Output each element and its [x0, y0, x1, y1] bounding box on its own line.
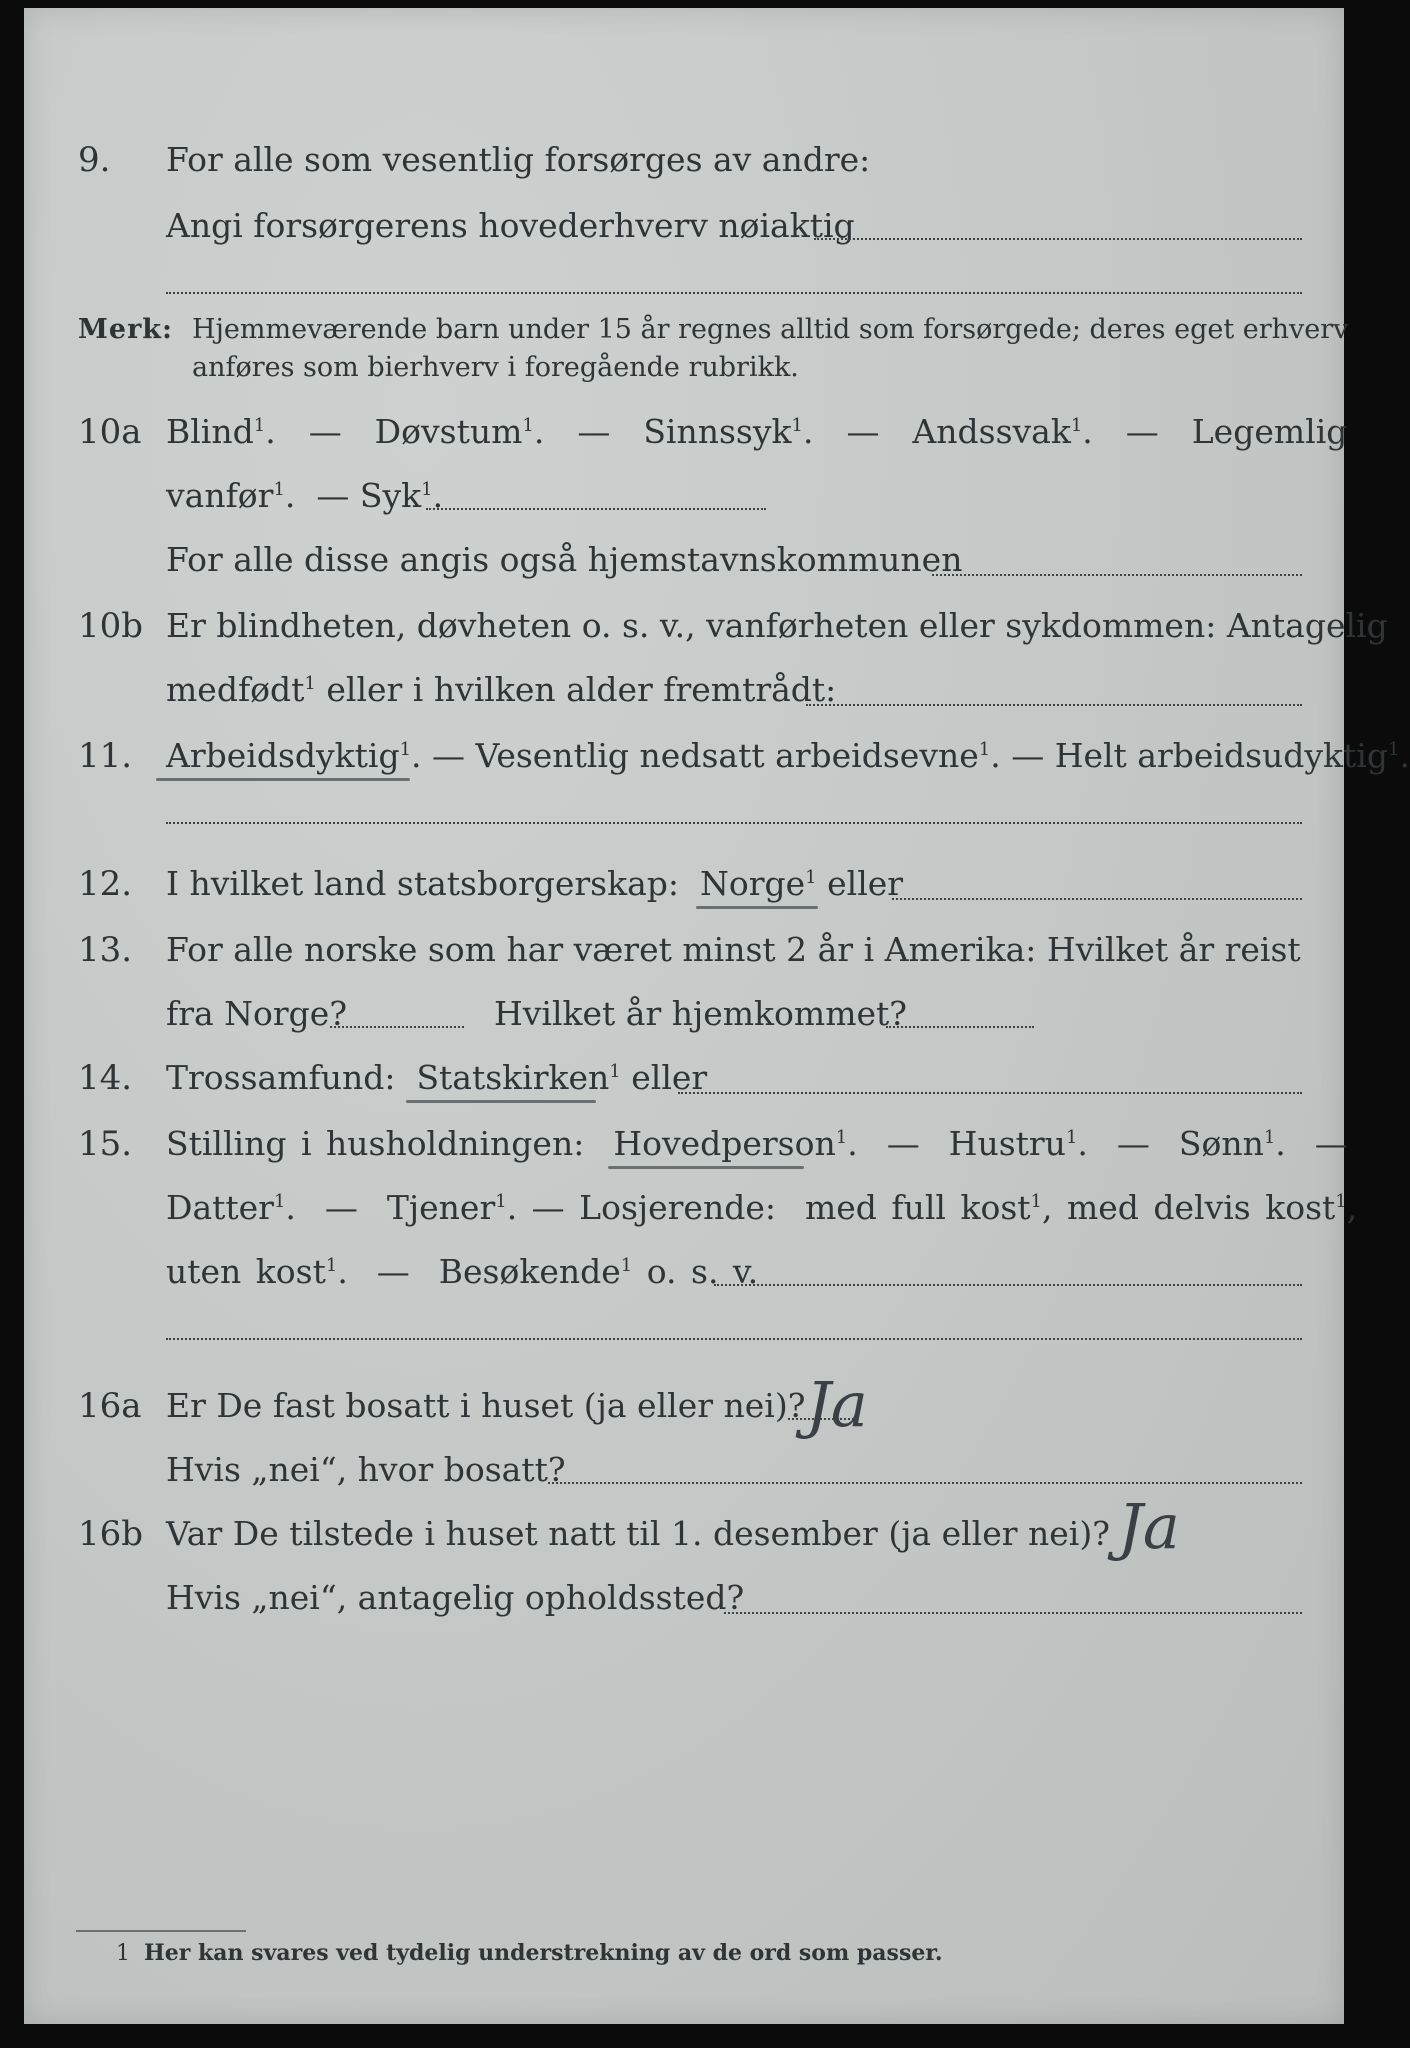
question-text — [166, 1050, 707, 1106]
question-text — [166, 856, 903, 912]
separator: — — [1116, 1124, 1150, 1163]
question-14 — [24, 1050, 1344, 1106]
option-losjerende: Losjerende: — [579, 1188, 776, 1227]
question-text: Angi forsørgerens hovederhverv nøiaktig — [166, 206, 855, 245]
handwritten-answer: Ja — [1118, 1490, 1180, 1563]
answer-field[interactable] — [166, 1338, 1302, 1340]
question-text: For alle disse angis også hjemstavnskommunen — [166, 540, 963, 579]
question-10a-line3 — [24, 532, 1344, 588]
answer-field[interactable] — [806, 704, 1302, 706]
question-text: Stilling i husholdningen: Hovedperson$^1$. — Hustru$^1$. — Sønn$^1$. — — [166, 1124, 1348, 1163]
handwritten-underline — [696, 906, 818, 909]
question-text: Hvis „nei“, antagelig opholdssted? — [166, 1578, 745, 1617]
separator: — — [577, 412, 611, 451]
option-andssvak: Andssvak — [912, 412, 1071, 451]
option-besokende: Besøkende — [438, 1252, 621, 1291]
answer-field[interactable] — [886, 1026, 1034, 1028]
footnote-mark: 1 — [421, 479, 433, 500]
question-text: fra Norge? — [166, 994, 348, 1033]
footnote — [116, 1938, 943, 1969]
answer-field[interactable] — [892, 898, 1302, 900]
question-text: For alle norske som har været minst 2 år i Amerika: Hvilket år reist — [166, 930, 1301, 969]
footnote-mark: 1 — [1387, 739, 1400, 760]
answer-field[interactable] — [166, 822, 1302, 824]
footnote-mark: 1 — [304, 673, 316, 694]
footnote-mark: 1 — [1030, 1191, 1042, 1212]
answer-field[interactable] — [932, 574, 1302, 576]
footnote-text: Her kan svares ved tydelig understrekning av de ord som passer. — [144, 1940, 943, 1966]
question-9-line2 — [24, 198, 1344, 254]
option-syk: Syk — [359, 476, 422, 515]
option-eller: eller — [631, 1058, 708, 1097]
question-number: 14. — [78, 1058, 133, 1098]
question-number: 16b — [78, 1514, 144, 1554]
separator: — — [1011, 736, 1045, 775]
footnote-marker: 1 — [116, 1941, 130, 1966]
handwritten-underline — [608, 1166, 804, 1169]
census-form-page — [24, 8, 1410, 2024]
question-number: 10b — [78, 606, 144, 646]
option-nedsatt: Vesentlig nedsatt arbeidsevne — [475, 736, 979, 775]
question-label: I hvilket land statsborgerskap: — [166, 864, 680, 903]
option-blind: Blind — [166, 412, 254, 451]
separator: — — [432, 736, 466, 775]
question-text: Var De tilstede i huset natt til 1. desember (ja eller nei)? — [166, 1514, 1110, 1553]
note-label: Merk: — [78, 314, 173, 345]
question-13 — [24, 922, 1344, 978]
question-number: 11. — [78, 736, 133, 776]
answer-field[interactable] — [814, 238, 1302, 240]
question-9 — [24, 132, 1344, 188]
option-dovstum: Døvstum — [374, 412, 523, 451]
footnote-mark: 1 — [1335, 1191, 1347, 1212]
footnote-mark: 1 — [273, 1191, 286, 1212]
footnote-mark: 1 — [791, 415, 803, 436]
option-sinnssyk: Sinnssyk — [643, 412, 792, 451]
question-number: 16a — [78, 1386, 142, 1426]
answer-field[interactable] — [678, 1092, 1302, 1094]
separator: — — [316, 476, 350, 515]
option-tjener: Tjener — [386, 1188, 496, 1227]
footnote-mark: 1 — [835, 1127, 848, 1148]
separator: — — [376, 1252, 410, 1291]
question-text: uten kost$^1$. — Besøkende$^1$ o. s. v. — [166, 1252, 759, 1291]
question-text — [166, 662, 836, 718]
note-text: Hjemmeværende barn under 15 år regnes alltid som forsørgede; deres eget erhverv — [192, 314, 1349, 345]
handwritten-underline — [406, 1100, 596, 1103]
footnote-mark: 1 — [495, 1191, 507, 1212]
question-text: Arbeidsdyktig$^1$. — Vesentlig nedsatt arbeidsevne$^1$. — Helt arbeidsudyktig$^1$. — [166, 736, 1410, 775]
footnote-mark: 1 — [325, 1255, 338, 1276]
answer-field[interactable] — [714, 1284, 1302, 1286]
footnote-mark: 1 — [609, 1061, 621, 1082]
handwritten-answer: Ja — [806, 1368, 868, 1441]
question-number: 15. — [78, 1124, 133, 1164]
question-text: Hvis „nei“, hvor bosatt? — [166, 1450, 566, 1489]
option-statskirken: Statskirken — [416, 1058, 610, 1097]
option-eller: eller — [827, 864, 904, 903]
option-sonn: Sønn — [1178, 1124, 1264, 1163]
option-alder: eller i hvilken alder fremtrådt: — [326, 670, 837, 709]
question-15 — [24, 1116, 1348, 1172]
option-delvis-kost: med delvis kost — [1066, 1188, 1336, 1227]
question-12 — [24, 856, 1344, 912]
footnote-mark: 1 — [273, 479, 285, 500]
question-10b — [24, 598, 1388, 654]
question-text: Blind$^1$. — Døvstum$^1$. — Sinnssyk$^1$. — Andssvak$^1$. — Legemlig — [166, 412, 1348, 451]
footnote-mark: 1 — [805, 867, 817, 888]
option-hustru: Hustru — [948, 1124, 1066, 1163]
answer-field[interactable] — [548, 1482, 1302, 1484]
question-number: 10a — [78, 412, 142, 452]
separator: — — [846, 412, 880, 451]
footnote-mark: 1 — [522, 415, 534, 436]
footnote-mark: 1 — [1263, 1127, 1276, 1148]
option-udyktig: Helt arbeidsudyktig — [1054, 736, 1388, 775]
separator: — — [886, 1124, 920, 1163]
question-13-line2 — [24, 986, 1344, 1042]
option-full-kost: med full kost — [804, 1188, 1031, 1227]
question-16a — [24, 1378, 1344, 1434]
option-hovedperson: Hovedperson — [613, 1124, 836, 1163]
separator: — — [531, 1188, 565, 1227]
question-15-line2 — [24, 1180, 1358, 1236]
question-10a-line2 — [24, 468, 1344, 524]
note-text: anføres som bierhverv i foregående rubrikk. — [192, 352, 799, 383]
question-text: vanfør$^1$. — Syk$^1$. — [166, 476, 444, 515]
separator: — — [1314, 1124, 1348, 1163]
footnote-mark: 1 — [399, 739, 412, 760]
question-text: Er blindheten, døvheten o. s. v., vanførheten eller sykdommen: Antagelig — [166, 606, 1388, 645]
footnote-mark: 1 — [1070, 415, 1083, 436]
answer-field[interactable] — [724, 1612, 1302, 1614]
question-number: 9. — [78, 140, 111, 180]
answer-field[interactable] — [166, 292, 1302, 294]
separator: — — [324, 1188, 358, 1227]
option-vanfor: vanfør — [166, 476, 274, 515]
answer-field[interactable] — [426, 508, 766, 510]
question-10b-line2 — [24, 662, 1344, 718]
question-label: Trossamfund: — [166, 1058, 396, 1097]
separator: — — [1125, 412, 1159, 451]
option-arbeidsdyktig: Arbeidsdyktig — [166, 736, 400, 775]
question-10a — [24, 404, 1348, 460]
question-16b-line2 — [24, 1570, 1344, 1626]
footnote-mark: 1 — [620, 1255, 633, 1276]
answer-field[interactable] — [330, 1026, 464, 1028]
separator: — — [308, 412, 342, 451]
question-11 — [24, 728, 1410, 784]
footnote-mark: 1 — [978, 739, 991, 760]
footnote-mark: 1 — [1065, 1127, 1078, 1148]
option-datter: Datter — [166, 1188, 274, 1227]
question-number: 13. — [78, 930, 133, 970]
option-osv: o. s. v. — [646, 1252, 759, 1291]
question-text: Datter$^1$. — Tjener$^1$. — Losjerende: med full kost$^1$, med delvis kost$^1$, — [166, 1188, 1358, 1227]
footnote-rule — [76, 1930, 246, 1932]
question-15-line3 — [24, 1244, 1344, 1300]
handwritten-underline — [156, 778, 410, 781]
question-text: Hvilket år hjemkommet? — [494, 994, 907, 1033]
option-norge: Norge — [700, 864, 806, 903]
option-uten-kost: uten kost — [166, 1252, 326, 1291]
question-number: 12. — [78, 864, 133, 904]
option-medfodt: medfødt — [166, 670, 305, 709]
option-legemlig: Legemlig — [1191, 412, 1348, 451]
question-text: For alle som vesentlig forsørges av andre: — [166, 140, 871, 179]
question-label: Stilling i husholdningen: — [166, 1124, 585, 1163]
question-text: Er De fast bosatt i huset (ja eller nei)? — [166, 1386, 806, 1425]
footnote-mark: 1 — [253, 415, 266, 436]
